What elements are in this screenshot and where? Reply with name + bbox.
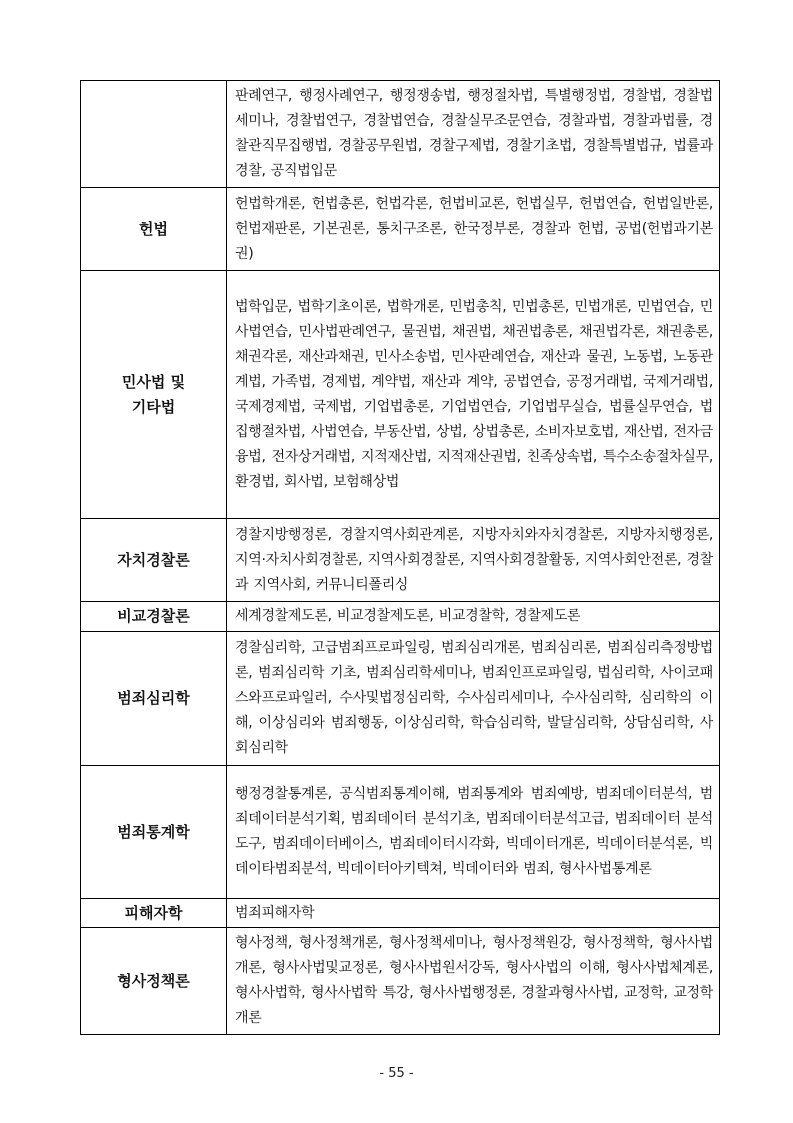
table-row (81, 928, 720, 1035)
table-row (81, 271, 720, 519)
category-label: 민사법 및 기타법 (121, 372, 186, 416)
category-cell: 헌법 (81, 188, 227, 271)
courses-cell: 헌법학개론, 헌법총론, 헌법각론, 헌법비교론, 헌법실무, 헌법연습, 헌법일반론, 헌법재판론, 기본권론, 통치구조론, 한국정부론, 경찰과 헌법, 공법(헌법과기본권) (227, 188, 720, 271)
table-row (81, 519, 720, 602)
category-cell: 형사정책론 (81, 928, 227, 1035)
category-cell: 비교경찰론 (81, 602, 227, 632)
category-cell (81, 271, 227, 519)
courses-cell: 법학입문, 법학기초이론, 법학개론, 민법총칙, 민법총론, 민법개론, 민법연습, 민사법연습, 민사법판례연구, 물권법, 채권법, 채권법총론, 채권법각론, 채권총론, 채권각론, 재산과채권, 민사소송법, 민사판례연습, 재산과 물권, 노동법, 노동관계법, 가족법, 경제법, 계약법, 재산과 계약, 공법연습, 공정거래법, 국제거래법, 국제경제법, 국제법, 기업법총론, 기업법연습, 기업법무실습, 법률실무연습, 법집행절차법, 사법연습, 부동산법, 상법, 상법총론, 소비자보호법, 재산법, 전자금융법, 전자상거래법, 지적재산법, 지적재산권법, 친족상속법, 특수소송절차실무, 환경법, 회사법, 보험해상법 (227, 271, 720, 519)
category-cell: 범죄심리학 (81, 632, 227, 766)
courses-cell: 판례연구, 행정사례연구, 행정쟁송법, 행정절차법, 특별행정법, 경찰법, 경찰법세미나, 경찰법연구, 경찰법연습, 경찰실무조문연습, 경찰과법, 경찰과법률, 경찰관직무집행법, 경찰공무원법, 경찰구제법, 경찰기초법, 경찰특별법규, 법률과경찰, 공직법입문 (227, 81, 720, 188)
courses-cell: 행정경찰통계론, 공식범죄통계이해, 범죄통계와 범죄예방, 범죄데이터분석, 범죄데이터분석기획, 범죄데이터 분석기초, 범죄데이터분석고급, 범죄데이터 분석도구, 범죄데이터베이스, 범죄데이터시각화, 빅데이터개론, 빅데이터분석론, 빅데이타범죄분석, 빅데이터아키텍쳐, 빅데이터와 범죄, 형사사법통계론 (227, 766, 720, 899)
courses-cell: 경찰지방행정론, 경찰지역사회관계론, 지방자치와자치경찰론, 지방자치행정론, 지역·자치사회경찰론, 지역사회경찰론, 지역사회경찰활동, 지역사회안전론, 경찰과 지역사회, 커뮤니티폴리싱 (227, 519, 720, 602)
category-cell (81, 81, 227, 188)
category-cell: 피해자학 (81, 899, 227, 928)
courses-cell: 형사정책, 형사정책개론, 형사정책세미나, 형사정책원강, 형사정책학, 형사사법개론, 형사사법및교정론, 형사사법원서강독, 형사사법의 이해, 형사사법체계론, 형사사법학, 형사사법학 특강, 형사사법행정론, 경찰과형사사법, 교정학, 교정학개론 (227, 928, 720, 1035)
table-row (81, 766, 720, 899)
course-table (80, 80, 720, 1035)
category-cell: 자치경찰론 (81, 519, 227, 602)
courses-cell: 세계경찰제도론, 비교경찰제도론, 비교경찰학, 경찰제도론 (227, 602, 720, 632)
category-cell: 범죄통계학 (81, 766, 227, 899)
table-row (81, 899, 720, 928)
table-row (81, 81, 720, 188)
courses-cell: 경찰심리학, 고급범죄프로파일링, 범죄심리개론, 범죄심리론, 범죄심리측정방법론, 범죄심리학 기초, 범죄심리학세미나, 범죄인프로파일링, 법심리학, 사이코패스와프로파일러, 수사및법정심리학, 수사심리세미나, 수사심리학, 심리학의 이해, 이상심리와 범죄행동, 이상심리학, 학습심리학, 발달심리학, 상담심리학, 사회심리학 (227, 632, 720, 766)
table-row (81, 602, 720, 632)
page-number: - 55 - (379, 1066, 414, 1081)
table-row (81, 188, 720, 271)
table-row (81, 632, 720, 766)
courses-cell: 범죄피해자학 (227, 899, 720, 928)
